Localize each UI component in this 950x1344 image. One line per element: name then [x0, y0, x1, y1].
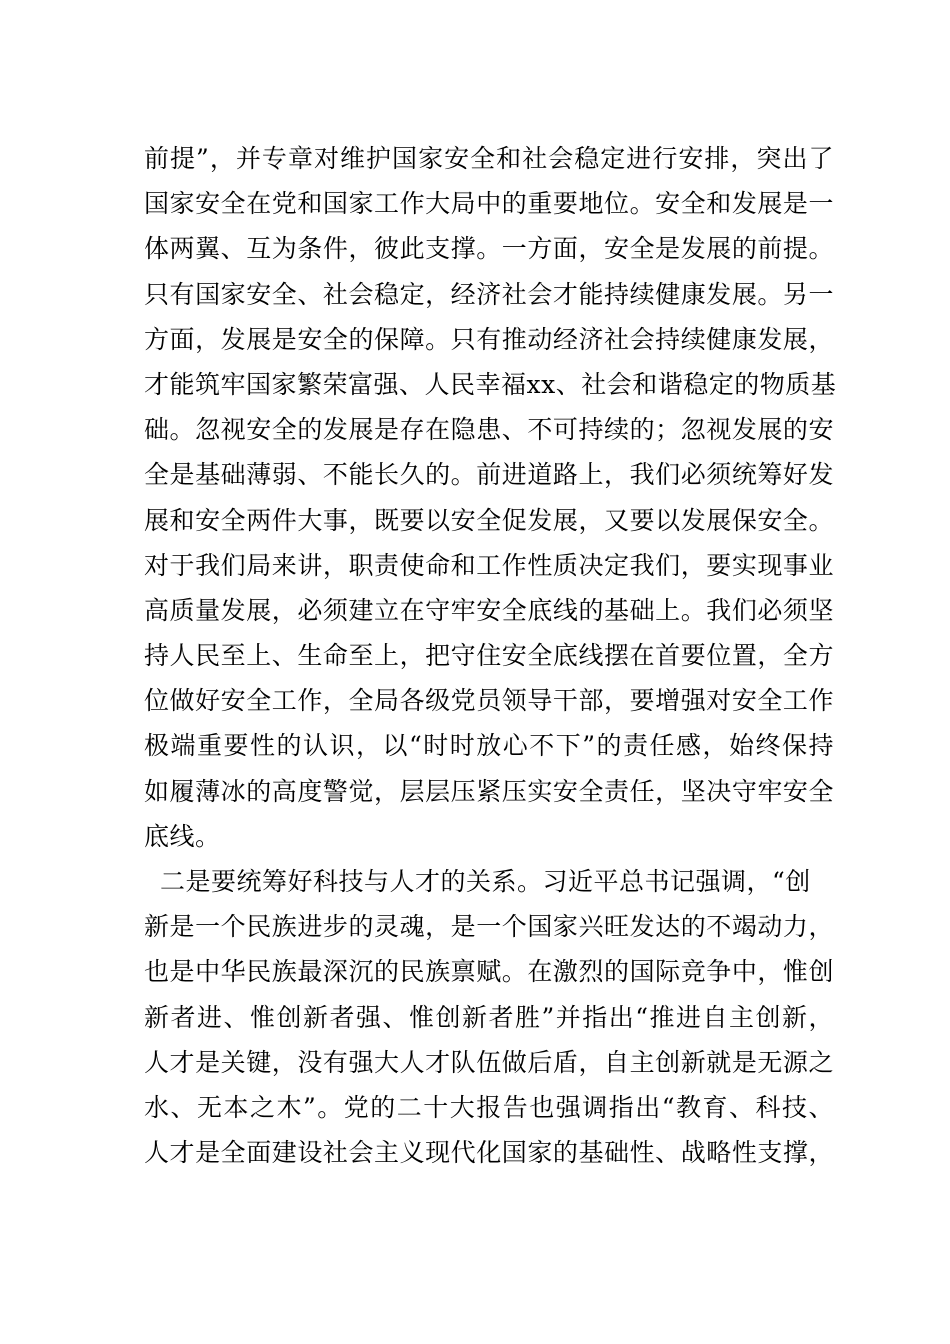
paragraph-line: 也是中华民族最深沉的民族禀赋。在激烈的国际竞争中，惟创 [144, 957, 834, 987]
paragraph-line: 高质量发展，必须建立在守牢安全底线的基础上。我们必须坚 [144, 595, 834, 625]
paragraph-line: 只有国家安全、社会稳定，经济社会才能持续健康发展。另一 [144, 279, 834, 309]
paragraph-line: 人才是关键，没有强大人才队伍做后盾，自主创新就是无源之 [144, 1047, 834, 1077]
paragraph-line: 体两翼、互为条件，彼此支撑。一方面，安全是发展的前提。 [144, 234, 834, 264]
paragraph-line: 方面，发展是安全的保障。只有推动经济社会持续健康发展， [144, 324, 834, 354]
paragraph-line: 对于我们局来讲，职责使命和工作性质决定我们，要实现事业 [144, 550, 834, 580]
paragraph-line: 持人民至上、生命至上，把守住安全底线摆在首要位置，全方 [144, 641, 834, 671]
paragraph-line: 全是基础薄弱、不能长久的。前进道路上，我们必须统筹好发 [144, 460, 834, 490]
paragraph-line: 新是一个民族进步的灵魂，是一个国家兴旺发达的不竭动力， [144, 912, 834, 942]
paragraph-line: 新者进、惟创新者强、惟创新者胜”并指出“推进自主创新， [144, 1002, 834, 1032]
paragraph-line: 人才是全面建设社会主义现代化国家的基础性、战略性支撑， [144, 1138, 834, 1168]
paragraph-line [144, 859, 834, 904]
paragraph-1 [144, 136, 837, 859]
paragraph-line: 础。忽视安全的发展是存在隐患、不可持续的；忽视发展的安 [144, 415, 834, 445]
paragraph-line: 前提”，并专章对维护国家安全和社会稳定进行安排，突出了 [144, 144, 834, 173]
paragraph-line: 国家安全在党和国家工作大局中的重要地位。安全和发展是一 [144, 189, 834, 219]
paragraph-line: 位做好安全工作，全局各级党员领导干部，要增强对安全工作 [144, 686, 834, 716]
paragraph-line: 如履薄冰的高度警觉，层层压紧压实安全责任，坚决守牢安全 [144, 776, 834, 806]
paragraph-line: 水、无本之木”。党的二十大报告也强调指出“教育、科技、 [144, 1092, 834, 1122]
paragraph-line: 底线。 [144, 821, 221, 851]
paragraph-lead-text: 二是要统筹好科技与人才的关系。习近平总书记强调，“创 [160, 867, 811, 896]
document-body [144, 136, 837, 1175]
paragraph-line: 展和安全两件大事，既要以安全促发展，又要以发展保安全。 [144, 505, 834, 535]
paragraph-line: 极端重要性的认识，以“时时放心不下”的责任感，始终保持 [144, 731, 834, 761]
paragraph-2 [144, 859, 834, 1175]
paragraph-line: 才能筑牢国家繁荣富强、人民幸福xx、社会和谐稳定的物质基 [144, 369, 837, 399]
